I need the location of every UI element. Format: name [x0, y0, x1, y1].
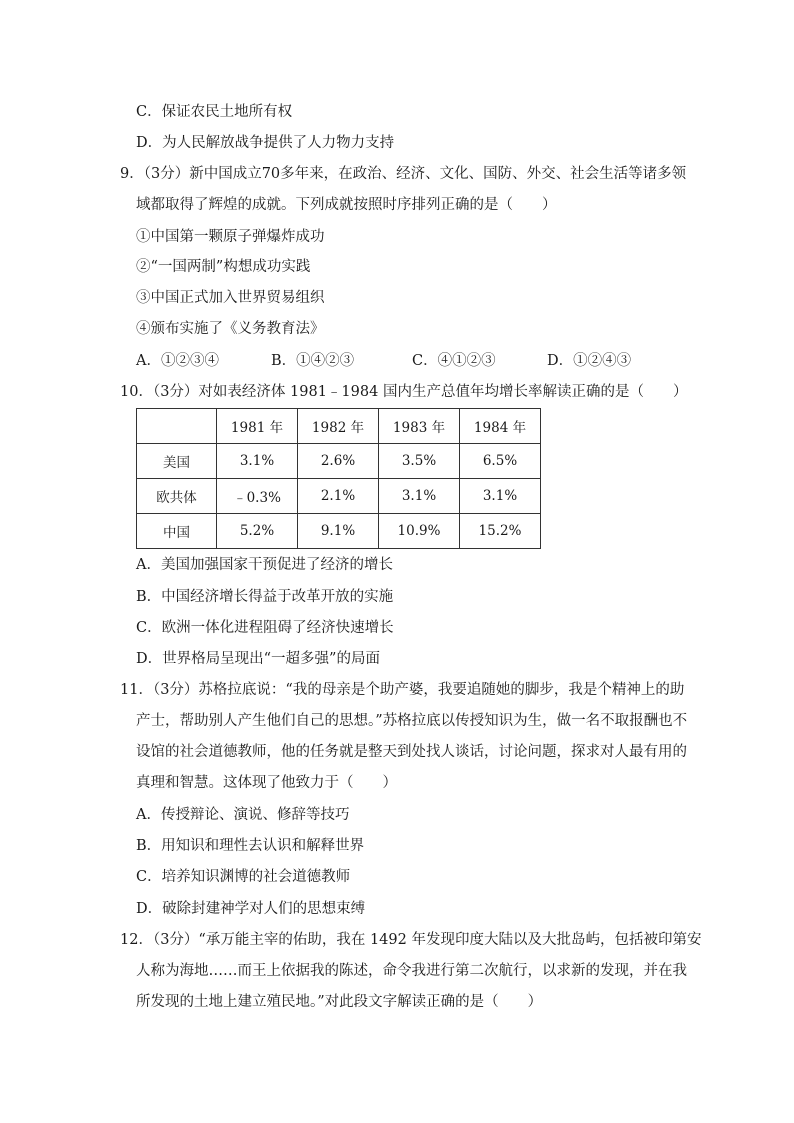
table-row: [137, 514, 541, 549]
q9-stem-line-2: 域都取得了辉煌的成就。下列成就按照时序排列正确的是（ ）: [136, 197, 557, 213]
q8-option-d: D．为人民解放战争提供了人力物力支持: [136, 135, 395, 151]
table-cell: 2.1%: [298, 479, 379, 514]
q12-stem-line-2: 人称为海地……而王上依据我的陈述，命令我进行第二次航行，以求新的发现，并在我: [136, 963, 687, 979]
table-cell: 3.5%: [379, 444, 460, 479]
q11-option-b: B．用知识和理性去认识和解释世界: [136, 838, 365, 854]
q9-item-1: ①中国第一颗原子弹爆炸成功: [136, 229, 325, 245]
q10-option-a: A．美国加强国家干预促进了经济的增长: [136, 557, 393, 573]
q11-option-a: A．传授辩论、演说、修辞等技巧: [136, 807, 350, 823]
q10-option-c: C．欧洲一体化进程阻碍了经济快速增长: [136, 620, 394, 636]
q10-stem: 10．（3分）对如表经济体 1981﹣1984 国内生产总值年均增长率解读正确的是（ ）: [120, 384, 688, 400]
table-cell: 10.9%: [379, 514, 460, 549]
table-cell: ﹣0.3%: [217, 479, 298, 514]
table-cell: 3.1%: [217, 444, 298, 479]
table-cell: 中国: [137, 514, 217, 549]
q11-stem-line-4: 真理和智慧。这体现了他致力于（ ）: [136, 775, 397, 791]
q11-stem-line-2: 产士，帮助别人产生他们自己的思想。”苏格拉底以传授知识为生，做一名不取报酬也不: [136, 713, 688, 729]
table-cell: 3.1%: [379, 479, 460, 514]
q9-option-b: B．①④②③: [271, 353, 355, 369]
table-row: [137, 479, 541, 514]
q9-option-d: D．①②④③: [547, 353, 632, 369]
q9-item-3: ③中国正式加入世界贸易组织: [136, 290, 325, 306]
table-cell: 5.2%: [217, 514, 298, 549]
table-header-cell: 1984 年: [460, 409, 541, 444]
q9-option-c: C．④①②③: [412, 353, 496, 369]
q11-stem-line-3: 设馆的社会道德教师，他的任务就是整天到处找人谈话，讨论问题，探求对人最有用的: [136, 744, 687, 760]
gdp-growth-table: [136, 408, 541, 549]
table-cell: 3.1%: [460, 479, 541, 514]
q11-stem-line-1: 11．（3分）苏格拉底说：“我的母亲是个助产婆，我要追随她的脚步，我是个精神上的助: [120, 682, 685, 698]
table-header-cell: 1983 年: [379, 409, 460, 444]
q9-item-4: ④颁布实施了《义务教育法》: [136, 321, 325, 337]
table-header-cell: [137, 409, 217, 444]
q9-stem-line-1: 9．（3分）新中国成立70多年来，在政治、经济、文化、国防、外交、社会生活等诸多领: [120, 166, 687, 182]
table-cell: 9.1%: [298, 514, 379, 549]
table-cell: 15.2%: [460, 514, 541, 549]
table-cell: 欧共体: [137, 479, 217, 514]
q11-option-c: C．培养知识渊博的社会道德教师: [136, 869, 351, 885]
table-header-cell: 1982 年: [298, 409, 379, 444]
q9-option-a: A．①②③④: [136, 353, 219, 369]
q9-item-2: ②“一国两制”构想成功实践: [136, 259, 311, 275]
table-cell: 6.5%: [460, 444, 541, 479]
table-cell: 美国: [137, 444, 217, 479]
table-header-row: [137, 409, 541, 444]
table-row: [137, 444, 541, 479]
table-header-cell: 1981 年: [217, 409, 298, 444]
q10-option-b: B．中国经济增长得益于改革开放的实施: [136, 589, 394, 605]
q11-option-d: D．破除封建神学对人们的思想束缚: [136, 901, 366, 917]
table-cell: 2.6%: [298, 444, 379, 479]
q12-stem-line-1: 12．（3分）“承万能主宰的佑助，我在 1492 年发现印度大陆以及大批岛屿，包括被印第安: [120, 932, 702, 948]
q8-option-c: C．保证农民土地所有权: [136, 104, 293, 120]
q12-stem-line-3: 所发现的土地上建立殖民地。”对此段文字解读正确的是（ ）: [136, 994, 543, 1010]
q10-option-d: D．世界格局呈现出“一超多强”的局面: [136, 651, 380, 667]
